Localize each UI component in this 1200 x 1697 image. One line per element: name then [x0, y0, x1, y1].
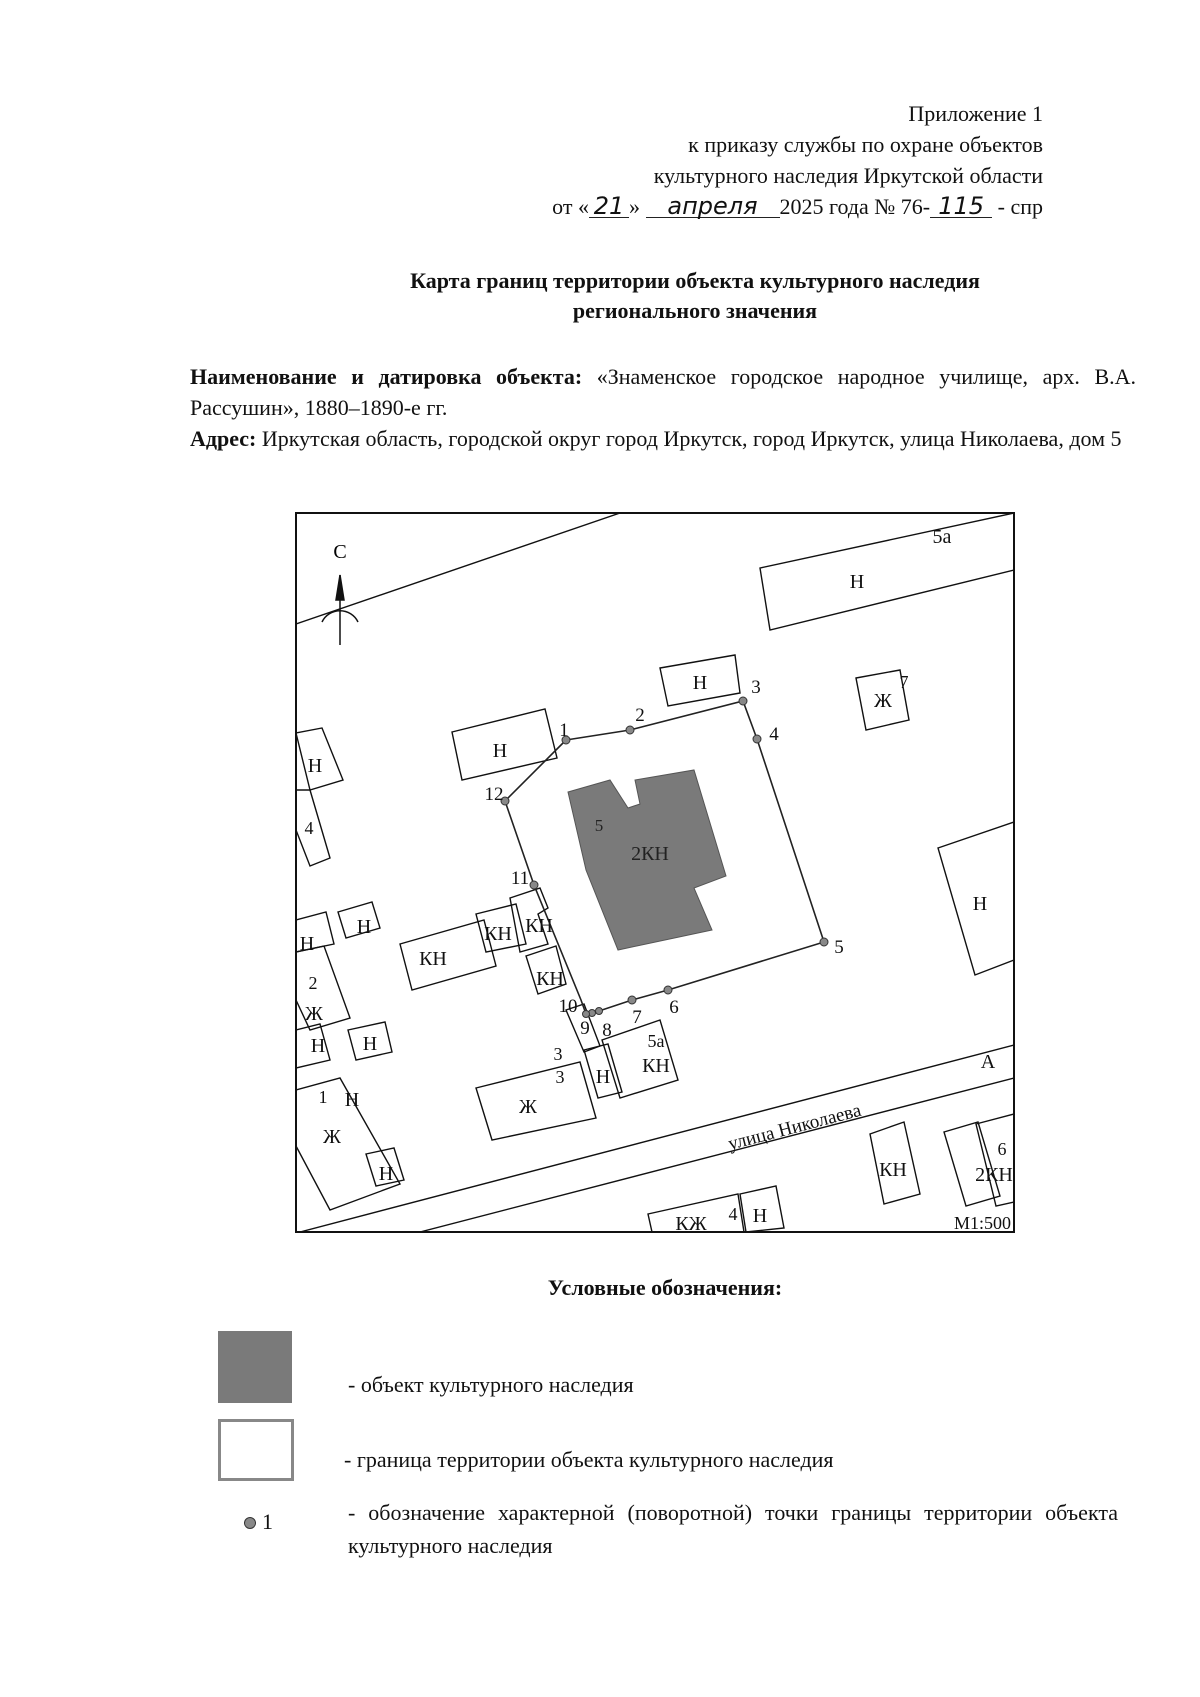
date-day-handwritten: 21 [589, 195, 629, 218]
order-suffix: - спр [997, 194, 1043, 219]
street-name: улица Николаева [725, 1099, 864, 1155]
street-code: А [980, 1051, 996, 1073]
boundary-point [753, 735, 761, 743]
boundary-point-label: 10 [558, 996, 578, 1017]
date-month-handwritten: апреля [646, 195, 780, 218]
building-outline [760, 513, 1014, 630]
boundary-point [664, 986, 672, 994]
date-mid: » [629, 194, 640, 219]
building-label: КН [536, 968, 564, 990]
boundary-point-label: 5 [834, 937, 844, 958]
street-line [420, 1078, 1014, 1232]
legend-item-heritage-object: - объект культурного наследия [348, 1372, 634, 1397]
building-label: КН [419, 948, 447, 970]
map-title-line1: Карта границ территории объекта культурного наследия [410, 268, 980, 293]
house-number: 5а [647, 1031, 665, 1051]
boundary-point [628, 996, 636, 1004]
building-label: Н [307, 755, 323, 777]
object-name-value: «Знаменское городское народное училище, арх. В.А. Рассушин», 1880–1890-е гг. [190, 364, 1137, 420]
legend-point-number: 1 [262, 1509, 273, 1534]
boundary-point-label: 11 [510, 868, 530, 889]
boundary-point [739, 697, 747, 705]
building-label: Н [310, 1035, 326, 1057]
boundary-point [583, 1011, 590, 1018]
heritage-object-number: 5 [594, 816, 604, 835]
legend-point-icon [244, 1517, 256, 1529]
boundary-point-label: 3 [751, 677, 761, 698]
building-label: Н [299, 933, 315, 955]
boundary-point-label: 2 [635, 705, 645, 726]
boundary-point-label: 12 [484, 784, 504, 805]
building-label: Н [752, 1205, 768, 1227]
building-label: Ж [519, 1096, 537, 1118]
house-number: 4 [304, 818, 314, 838]
legend-title: Условные обозначения: [547, 1275, 783, 1300]
building-label: КН [484, 923, 512, 945]
building-label: КН [525, 915, 553, 937]
building-label: Н [344, 1089, 360, 1111]
building-label: КН [879, 1159, 907, 1181]
building-label: Н [356, 916, 372, 938]
house-number: 3 [555, 1067, 565, 1087]
order-reference-line: к приказу службы по охране объектов [688, 132, 1043, 157]
boundary-point-label: 8 [602, 1020, 612, 1041]
date-year: 2025 года № 76- [779, 194, 931, 219]
building-outline [400, 920, 496, 990]
building-label: Н [492, 740, 508, 762]
boundary-point-label: 1 [559, 720, 569, 741]
boundary-point-label: 9 [580, 1018, 590, 1039]
building-label: Ж [874, 690, 892, 712]
building-label: Н [972, 893, 988, 915]
object-address-value: Иркутская область, городской округ город Иркутск, город Иркутск, улица Николаева, дом 5 [261, 426, 1122, 451]
order-number-handwritten: 115 [930, 195, 992, 218]
building-label: КЖ [675, 1213, 707, 1235]
house-number: 1 [318, 1087, 328, 1107]
agency-line: культурного наследия Иркутской области [653, 163, 1043, 188]
date-prefix: от « [552, 194, 589, 219]
house-number: 5а [932, 526, 952, 548]
boundary-point [530, 881, 538, 889]
north-label: С [333, 541, 347, 563]
legend-item-boundary-point: - обозначение характерной (поворотной) точки границы территории объекта культурного наследия [348, 1500, 1118, 1558]
legend-swatch-boundary [218, 1419, 294, 1481]
boundary-point-label: 6 [669, 997, 679, 1018]
boundary-point-label: 7 [632, 1007, 642, 1028]
building-label: Н [362, 1033, 378, 1055]
boundary-point-label: 4 [769, 724, 779, 745]
north-arrow-icon [322, 575, 358, 645]
building-label: Ж [305, 1003, 323, 1025]
boundary-point [626, 726, 634, 734]
map-scale: М1:500 [953, 1213, 1011, 1233]
building-label: 2КН [975, 1164, 1013, 1186]
boundary-point [820, 938, 828, 946]
map-title-line2: регионального значения [572, 298, 818, 323]
house-number: 4 [728, 1204, 738, 1224]
building-label: Н [849, 571, 865, 593]
object-name-label: Наименование и датировка объекта: [190, 364, 583, 389]
house-number: 2 [308, 973, 318, 993]
street-line [296, 513, 620, 624]
building-label: Ж [323, 1126, 341, 1148]
legend-swatch-heritage-object [218, 1331, 292, 1403]
legend-item-boundary: - граница территории объекта культурного наследия [344, 1447, 834, 1472]
building-label: Н [692, 672, 708, 694]
building-label: Н [595, 1066, 611, 1088]
object-address-label: Адрес: [190, 426, 257, 451]
house-number: 6 [997, 1139, 1007, 1159]
appendix-label: Приложение 1 [908, 101, 1043, 126]
building-label: КН [642, 1055, 670, 1077]
building-label: Н [378, 1163, 394, 1185]
house-number: 7 [899, 672, 909, 692]
house-number: 3 [553, 1044, 563, 1064]
heritage-object-label: 2КН [631, 843, 669, 865]
building-outline [976, 1114, 1014, 1206]
boundary-point [596, 1008, 603, 1015]
